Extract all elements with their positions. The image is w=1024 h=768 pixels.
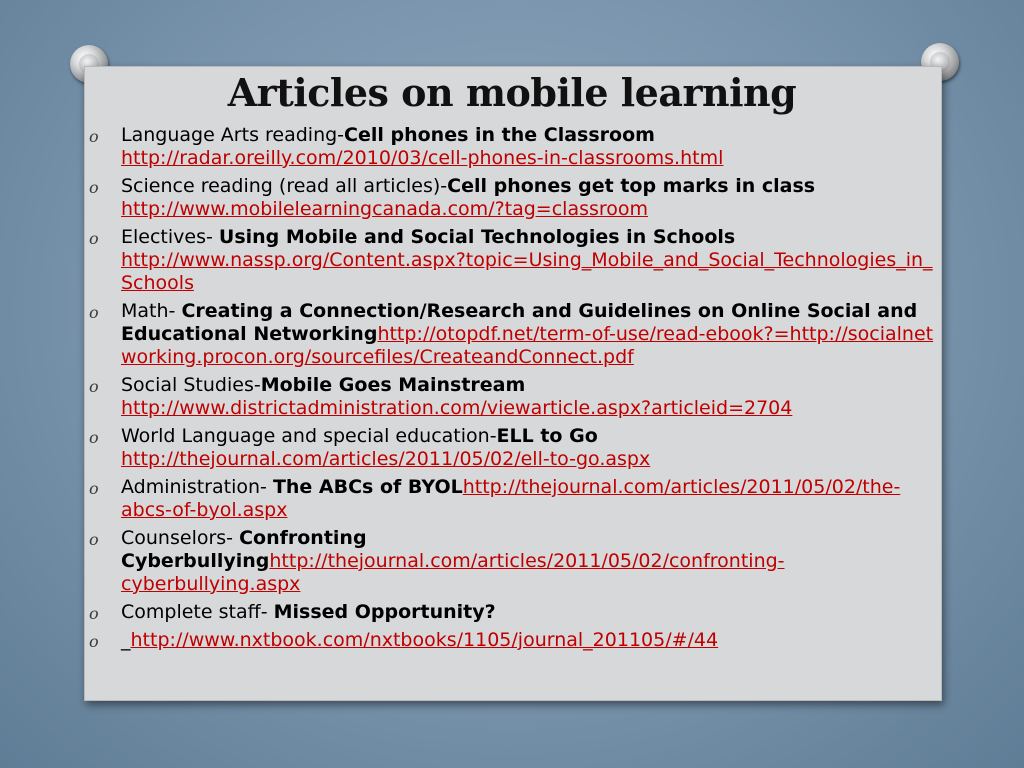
list-item: [89, 374, 943, 420]
list-item: [89, 601, 943, 624]
item-lead: Counselors-: [121, 527, 240, 549]
slide-title: Articles on mobile learning: [227, 70, 797, 115]
item-title: The ABCs of BYOL: [272, 476, 463, 498]
bullet-icon: o: [89, 632, 99, 651]
bullet-icon: o: [89, 479, 99, 498]
article-link[interactable]: http://www.nassp.org/Content.aspx?topic=Using_Mobile_and_Social_Technologies_in_Schools: [121, 249, 933, 294]
article-link[interactable]: http://radar.oreilly.com/2010/03/cell-phones-in-classrooms.html: [121, 147, 724, 169]
item-lead: Language Arts reading-: [121, 124, 345, 146]
item-title: Creating a Connection/Research and Guidelines on Online Social and Educational Networking: [121, 300, 918, 345]
article-link[interactable]: http://thejournal.com/articles/2011/05/02/ell-to-go.aspx: [121, 448, 651, 470]
bullet-icon: o: [89, 604, 99, 623]
bullet-icon: o: [89, 127, 99, 146]
item-title: Confronting Cyberbullying: [121, 527, 367, 572]
item-lead: Electives-: [121, 226, 219, 248]
item-title: Cell phones get top marks in class: [447, 175, 816, 197]
item-title: Mobile Goes Mainstream: [260, 374, 526, 396]
item-title: Missed Opportunity?: [273, 601, 496, 623]
item-lead: Math-: [121, 300, 182, 322]
list-item: [89, 425, 943, 471]
article-list: [89, 124, 943, 657]
article-link[interactable]: http://www.nxtbook.com/nxtbooks/1105/journal_201105/#/44: [130, 629, 719, 651]
article-link[interactable]: http://thejournal.com/articles/2011/05/02/the-abcs-of-byol.aspx: [121, 476, 901, 521]
list-item: [89, 300, 943, 369]
bullet-icon: o: [89, 377, 99, 396]
item-lead: Social Studies-: [121, 374, 261, 396]
item-lead: Complete staff-: [121, 601, 274, 623]
item-lead: Administration-: [121, 476, 273, 498]
article-link[interactable]: http://thejournal.com/articles/2011/05/02/confronting-cyberbullying.aspx: [121, 550, 785, 595]
bullet-icon: o: [89, 530, 99, 549]
list-item: [89, 226, 943, 295]
list-item: [89, 124, 943, 170]
item-lead: Science reading (read all articles)-: [121, 175, 448, 197]
item-lead: World Language and special education-: [121, 425, 497, 447]
bullet-icon: o: [89, 303, 99, 322]
list-item: [89, 527, 943, 596]
list-item: [89, 629, 943, 652]
item-title: Cell phones in the Classroom: [344, 124, 655, 146]
bullet-icon: o: [89, 428, 99, 447]
article-link[interactable]: http://otopdf.net/term-of-use/read-ebook?=http://socialnetworking.procon.org/sourcefiles/CreateandConnect.pdf: [121, 323, 934, 368]
item-title: Using Mobile and Social Technologies in Schools: [218, 226, 736, 248]
article-link[interactable]: http://www.mobilelearningcanada.com/?tag=classroom: [121, 198, 649, 220]
item-title: ELL to Go: [496, 425, 598, 447]
item-lead: _: [121, 629, 131, 651]
bullet-icon: o: [89, 178, 99, 197]
list-item: [89, 175, 943, 221]
list-item: [89, 476, 943, 522]
article-link[interactable]: http://www.districtadministration.com/viewarticle.aspx?articleid=2704: [121, 397, 793, 419]
bullet-icon: o: [89, 229, 99, 248]
